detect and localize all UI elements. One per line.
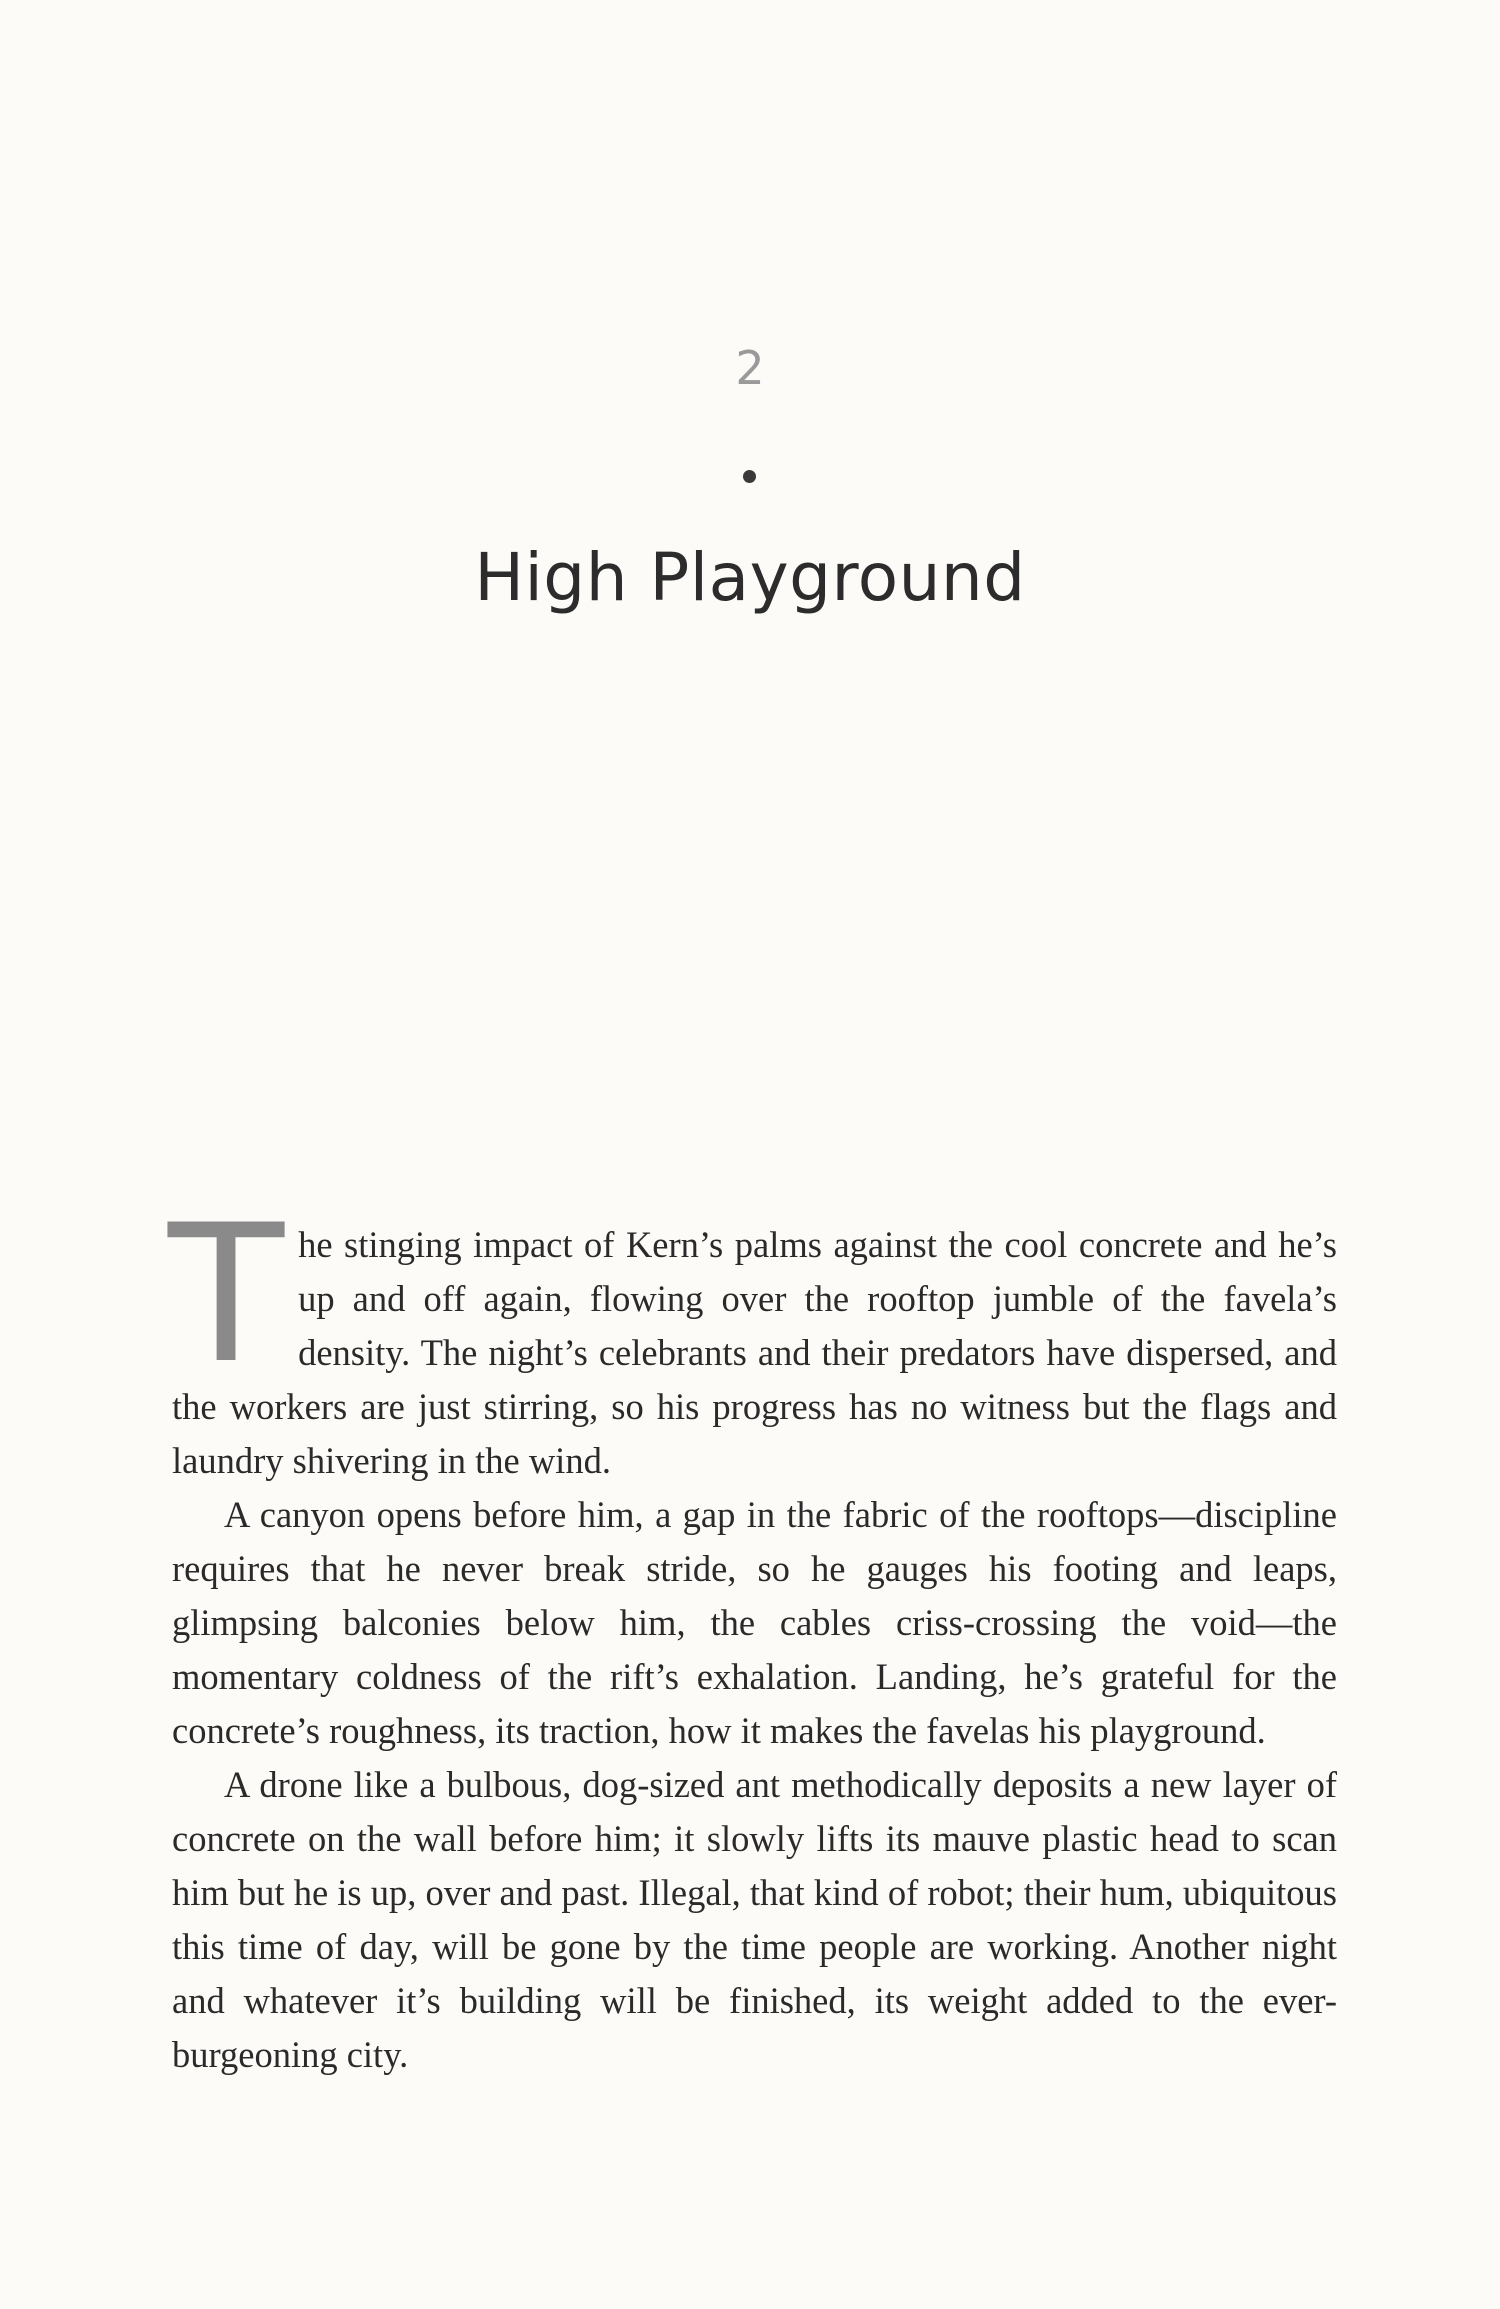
paragraph-1-text: he stinging impact of Kern’s palms against the cool concrete and he’s up and off again, flowing over the rooftop jumble of the favela’s density. The night’s celebrants and their predators have dispersed, and the workers are just stirring, so his progress has no witness but the flags and laundry shivering in the wind. [172, 1224, 1337, 1481]
drop-cap: T [168, 1184, 285, 1405]
chapter-title: High Playground [474, 539, 1026, 616]
paragraph-1 [168, 1184, 1337, 1488]
chapter-body [168, 1184, 1337, 2082]
chapter-number: 2 [735, 341, 765, 395]
paragraph-3: A drone like a bulbous, dog-sized ant methodically deposits a new layer of concrete on the wall before him; it slowly lifts its mauve plastic head to scan him but he is up, over and past. Illegal, that kind of robot; their hum, ubiquitous this time of day, will be gone by the time people are working. Another night and whatever it’s building will be finished, its weight added to the ever-burgeoning city. [172, 1764, 1337, 2075]
paragraph-2: A canyon opens before him, a gap in the fabric of the rooftops—discipline requires that he never break stride, so he gauges his footing and leaps, glimpsing balconies below him, the cables criss-crossing the void—the momentary coldness of the rift’s exhalation. Landing, he’s grateful for the concrete’s roughness, its traction, how it makes the favelas his playground. [172, 1494, 1337, 1751]
chapter-ornament-dot [743, 470, 756, 483]
